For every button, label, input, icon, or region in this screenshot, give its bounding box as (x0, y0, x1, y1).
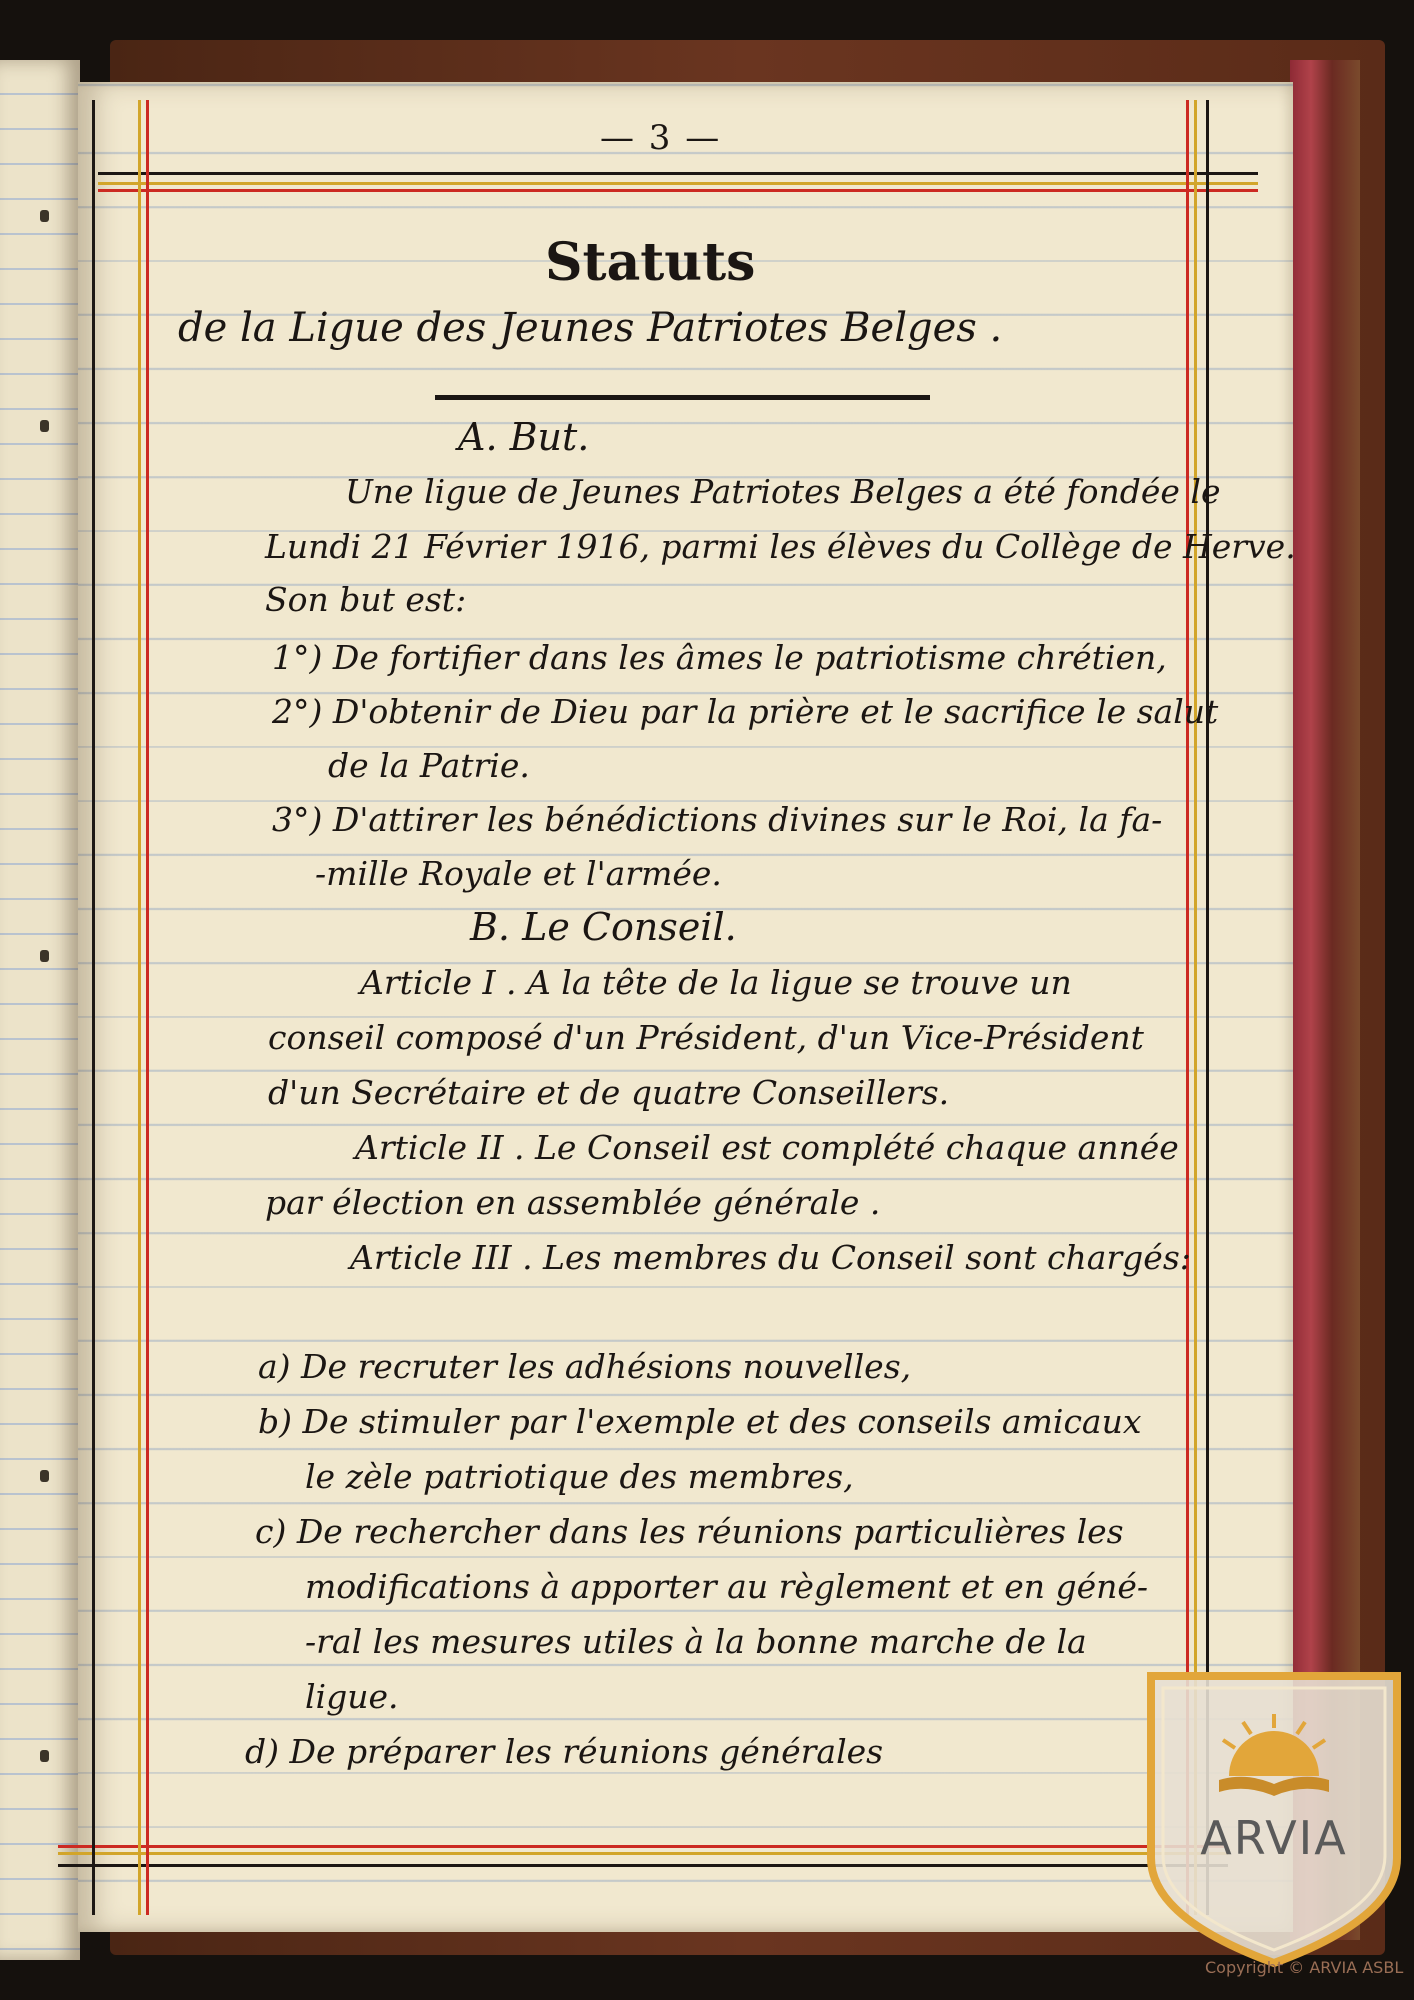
arvia-shield-logo (1143, 1668, 1405, 1968)
text-line: Une ligue de Jeunes Patriotes Belges a été fondée le (345, 472, 1221, 511)
list-item: c) De rechercher dans les réunions particulières les (255, 1512, 1124, 1551)
title-underline (435, 395, 930, 400)
binding-hole (40, 1750, 49, 1762)
text-line: ligue. (305, 1677, 399, 1716)
text-line: modifications à apporter au règlement et en géné- (305, 1567, 1149, 1606)
page-number: — 3 — (600, 118, 722, 158)
copyright-notice: Copyright © ARVIA ASBL (1205, 1958, 1404, 1977)
list-item: d) De préparer les réunions générales (245, 1732, 884, 1771)
text-line: le zèle patriotique des membres, (305, 1457, 854, 1496)
page-subtitle: de la Ligue des Jeunes Patriotes Belges . (178, 305, 1003, 351)
page-title: Statuts (545, 232, 756, 293)
text-line: Lundi 21 Février 1916, parmi les élèves du Collège de Herve. (265, 527, 1296, 566)
list-item: b) De stimuler par l'exemple et des conseils amicaux (258, 1402, 1142, 1441)
left-page-edge (0, 60, 80, 1960)
article-line: Article III . Les membres du Conseil sont chargés: (350, 1238, 1191, 1277)
section-heading: A. But. (458, 415, 590, 459)
binding-hole (40, 1470, 49, 1482)
book-cover-edge (1290, 60, 1360, 1940)
binding-hole (40, 420, 49, 432)
text-line: -mille Royale et l'armée. (315, 854, 722, 893)
binding-hole (40, 210, 49, 222)
section-heading: B. Le Conseil. (470, 905, 737, 949)
text-line: conseil composé d'un Président, d'un Vice-Président (268, 1018, 1144, 1057)
text-line: par élection en assemblée générale . (265, 1183, 881, 1222)
watermark-logo-text: ARVIA (1200, 1811, 1348, 1865)
text-line: -ral les mesures utiles à la bonne marche de la (305, 1622, 1087, 1661)
article-line: Article I . A la tête de la ligue se trouve un (360, 963, 1072, 1002)
text-line: de la Patrie. (328, 746, 530, 785)
list-item: 3°) D'attirer les bénédictions divines sur le Roi, la fa- (272, 800, 1163, 839)
article-line: Article II . Le Conseil est complété chaque année (355, 1128, 1179, 1167)
list-item: 2°) D'obtenir de Dieu par la prière et le sacrifice le salut (272, 692, 1219, 731)
text-line: d'un Secrétaire et de quatre Conseillers. (268, 1073, 950, 1112)
arvia-watermark (1143, 1668, 1405, 1968)
text-line: Son but est: (265, 580, 467, 619)
list-item: a) De recruter les adhésions nouvelles, (258, 1347, 912, 1386)
list-item: 1°) De fortifier dans les âmes le patriotisme chrétien, (272, 638, 1167, 677)
binding-hole (40, 950, 49, 962)
